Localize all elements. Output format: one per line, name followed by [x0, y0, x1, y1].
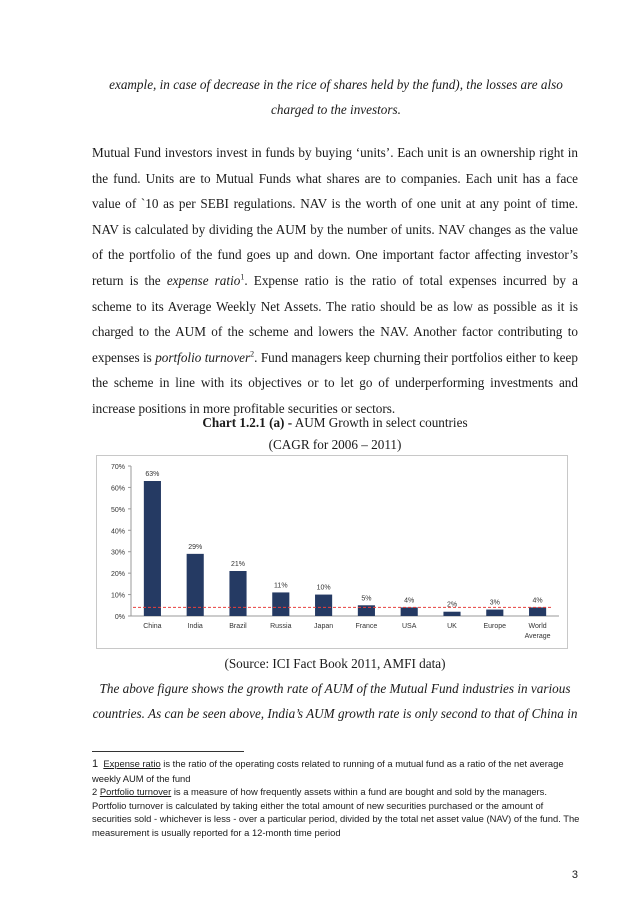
y-tick-label: 0%: [114, 614, 125, 621]
data-label: 4%: [404, 597, 415, 605]
summary-paragraph: The above figure shows the growth rate of AUM of the Mutual Fund industries in various countries. As can be seen above, India’s AUM growth rate is only second to that of China in: [92, 681, 578, 721]
data-label: 10%: [316, 584, 331, 592]
bar: [187, 554, 204, 616]
chart-source: (Source: ICI Fact Book 2011, AMFI data): [224, 656, 446, 671]
intro-line-1: example, in case of decrease in the rice of shares held by the fund), the losses are also: [109, 77, 563, 92]
footnote-2: [92, 785, 582, 839]
footnote-1-term: Expense ratio: [103, 758, 161, 769]
chart-canvas: [97, 456, 567, 648]
x-tick-label: China: [143, 623, 162, 630]
body-paragraph: [92, 140, 578, 422]
chart-label: Chart 1.2.1 (a) -: [202, 415, 293, 430]
footnote-2-term: Portfolio turnover: [99, 786, 172, 798]
data-label: 5%: [361, 595, 372, 603]
x-tick-label: France: [355, 623, 378, 630]
chart-title: AUM Growth in select countries: [294, 415, 468, 430]
data-label: 2%: [446, 601, 458, 609]
paragraph-part-2: . Expense ratio is the ratio of total expenses incurred by a scheme to its Average Weekly Net Assets. The ratio should be as low as possible as it is charged to the AUM of the scheme and lowers the NAV. Another factor contributing to expenses is: [92, 272, 578, 365]
footnote-1: [92, 757, 582, 785]
bar: [486, 610, 503, 616]
x-tick-label: Russia: [270, 623, 292, 630]
intro-line-2: charged to the investors.: [271, 102, 401, 117]
x-tick-label: USA: [401, 623, 417, 630]
chart-heading: [92, 412, 578, 456]
x-tick-label: Japan: [314, 623, 334, 630]
footnote-ref-1: 1: [240, 272, 245, 282]
paragraph-part-1: Mutual Fund investors invest in funds by buying ‘units’. Each unit is an ownership right in the fund. Units are to Mutual Funds what shares are to companies. Each unit has a face value of `10 as per SEBI regulations. NAV is the worth of one unit at any point of time. NAV is calculated by dividing the AUM by the number of units. NAV changes as the value of the portfolio of the fund goes up and down. One important factor affecting investor’s return is the: [92, 145, 578, 288]
bar: [144, 481, 161, 616]
bar: [358, 605, 375, 616]
x-tick-label: India: [187, 623, 203, 630]
y-tick-label: 60%: [110, 485, 125, 493]
chart-subtitle: (CAGR for 2006 – 2011): [268, 437, 402, 452]
x-tick-label: Europe: [483, 623, 507, 630]
data-label: 4%: [532, 597, 543, 605]
footnote-ref-2: 2: [250, 349, 255, 359]
footnotes: [92, 757, 582, 840]
y-tick-label: 20%: [110, 571, 125, 579]
y-tick-label: 40%: [110, 528, 125, 536]
bar: [272, 592, 289, 616]
x-tick-label: UK: [447, 623, 457, 630]
bar: [229, 571, 246, 616]
bar: [529, 607, 546, 616]
y-tick-label: 30%: [110, 549, 125, 557]
y-tick-label: 70%: [110, 464, 125, 471]
footnote-divider: [92, 751, 244, 752]
term-portfolio-turnover: portfolio turnover: [155, 349, 251, 365]
data-label: 3%: [489, 599, 500, 607]
x-tick-label: World: [528, 623, 547, 630]
data-label: 29%: [188, 543, 203, 551]
y-tick-label: 50%: [110, 506, 125, 514]
footnote-2-text: is a measure of how frequently assets within a fund are bought and sold by the managers. Portfolio turnover is calculated by taking either the total amount of new securities purchased or the amount of securities sold - whichever is less - over a particular period, divided by the total net asset value (NAV) of the fund. The measurement is usually reported for a 12-month time period: [92, 786, 580, 838]
y-tick-label: 10%: [110, 592, 125, 600]
bar: [315, 595, 332, 616]
data-label: 63%: [145, 471, 160, 478]
paragraph-part-3: . Fund managers keep churning their portfolios either to keep the scheme in line with its objectives or to let go of underperforming investments and increase positions in more profitable securities or sectors.: [92, 349, 578, 416]
footnote-2-number: 2: [92, 786, 98, 798]
data-label: 11%: [274, 582, 288, 590]
x-tick-label: Brazil: [229, 623, 247, 630]
intro-text: [92, 72, 580, 122]
x-tick-label: Average: [524, 633, 551, 640]
data-label: 21%: [230, 561, 246, 568]
bar-chart: [96, 455, 568, 649]
footnote-1-number: 1: [92, 758, 99, 770]
footnote-1-text: is the ratio of the operating costs related to running of a mutual fund as a ratio of the net average weekly AUM of the fund: [92, 758, 564, 784]
bar: [401, 607, 418, 616]
term-expense-ratio: expense ratio: [166, 272, 241, 288]
bar: [443, 612, 460, 616]
page-number: 3: [571, 869, 578, 881]
